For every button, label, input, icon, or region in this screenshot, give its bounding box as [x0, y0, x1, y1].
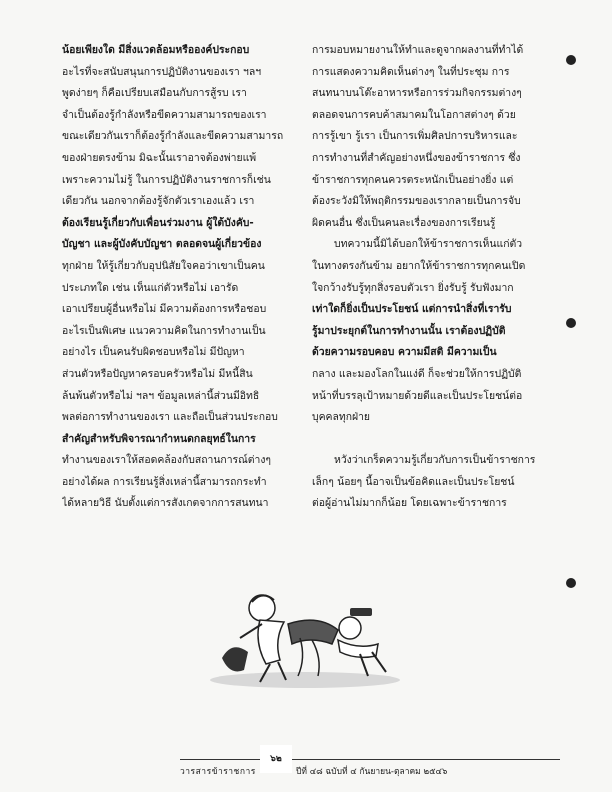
text-line: ต่อผู้อ่านไม่มากก็น้อย โดยเฉพาะข้าราชการ	[312, 497, 507, 510]
text-line: ส่วนตัวหรือปัญหาครอบครัวหรือไม่ มีหนี้สิน	[62, 367, 253, 380]
text-line: ต้องเรียนรู้เกี่ยวกับเพื่อนร่วมงาน ผู้ใต้บังคับ-	[62, 216, 254, 229]
page-number-box	[260, 745, 292, 773]
text-line: พลต่อการทำงานของเรา และถือเป็นส่วนประกอบ	[62, 411, 278, 424]
text-line: ผิดคนอื่น ซึ่งเป็นคนละเรื่องของการเรียนรู้	[312, 216, 496, 229]
text-line: พูดง่ายๆ ก็คือเปรียบเสมือนกับการสู้รบ เรา	[62, 87, 247, 100]
text-line: อย่างได้ผล การเรียนรู้สิ่งเหล่านี้สามารถกระทำ	[62, 475, 267, 488]
text-line: จำเป็นต้องรู้กำลังหรือขีดความสามารถของเรา	[62, 108, 267, 121]
text-line: เพราะความไม่รู้ ในการปฏิบัติงานราชการก็เช่น	[62, 173, 271, 186]
footer-rule	[180, 759, 560, 760]
text-line	[312, 429, 550, 451]
text-line: เดียวกัน นอกจากต้องรู้จักตัวเราเองแล้ว เรา	[62, 195, 255, 208]
text-line: อะไรที่จะสนับสนุนการปฏิบัติงานของเรา ฯลฯ	[62, 65, 262, 78]
text-line: อย่างไร เป็นคนรับผิดชอบหรือไม่ มีปัญหา	[62, 346, 245, 359]
text-line: เล็กๆ น้อยๆ นี้อาจเป็นข้อคิดและเป็นประโยชน์	[312, 475, 515, 488]
text-line: ของฝ่ายตรงข้าม มิฉะนั้นเราอาจต้องพ่ายแพ้	[62, 151, 257, 164]
text-line: บทความนี้มิได้บอกให้ข้าราชการเห็นแก่ตัว	[334, 238, 523, 251]
text-line: น้อยเพียงใด มีสิ่งแวดล้อมหรือองค์ประกอบ	[62, 44, 250, 56]
page-number: ๖๒	[270, 754, 282, 764]
text-line: ทำงานของเราให้สอดคล้องกับสถานการณ์ต่างๆ	[62, 454, 272, 467]
text-line: ต้องระวังมิให้พฤติกรรมของเรากลายเป็นการจับ	[312, 195, 521, 208]
text-line: การมอบหมายงานให้ทำและดูจากผลงานที่ทำได้	[312, 44, 524, 56]
text-line: การทำงานที่สำคัญอย่างหนึ่งของข้าราชการ ซึ่ง	[312, 151, 521, 164]
text-line: ตลอดจนการคบค้าสมาคมในโอกาสต่างๆ ด้วย	[312, 108, 516, 121]
text-line: ด้วยความรอบคอบ ความมีสติ มีความเป็น	[312, 346, 497, 359]
cartoon-illustration-icon	[200, 580, 410, 690]
text-line: เอาเปรียบผู้อื่นหรือไม่ มีความต้องการหรือชอบ	[62, 303, 267, 316]
text-line: บัญชา และผู้บังคับบัญชา ตลอดจนผู้เกี่ยวข้อง	[62, 238, 262, 251]
text-line: สนทนาบนโต๊ะอาหารหรือการร่วมกิจกรรมต่างๆ	[312, 87, 522, 100]
text-line: เท่าใดก็ยิ่งเป็นประโยชน์ แต่การนำสิ่งที่เรารับ	[312, 303, 512, 316]
text-line: ในทางตรงกันข้าม อยากให้ข้าราชการทุกคนเปิด	[312, 259, 526, 272]
text-line: การรู้เขา รู้เรา เป็นการเพิ่มศิลปการบริหารและ	[312, 130, 518, 143]
punch-hole-icon	[566, 55, 576, 65]
text-line: การแสดงความคิดเห็นต่างๆ ในที่ประชุม การ	[312, 65, 510, 78]
issue-info: ปีที่ ๔๘ ฉบับที่ ๔ กันยายน-ตุลาคม ๒๕๔๖	[296, 767, 448, 777]
left-text-column	[62, 40, 300, 515]
text-line: ข้าราชการทุกคนควรตระหนักเป็นอย่างยิ่ง แต่	[312, 173, 514, 186]
punch-hole-icon	[566, 318, 576, 328]
text-line: ทุกฝ่าย ให้รู้เกี่ยวกับอุปนิสัยใจคอว่าเขาเป็นคน	[62, 259, 265, 272]
magazine-name: วารสารข้าราชการ	[180, 767, 256, 777]
text-line: หน้าที่บรรลุเป้าหมายด้วยดีและเป็นประโยชน์ต่อ	[312, 389, 523, 402]
text-line: ล้นพ้นตัวหรือไม่ ฯลฯ ข้อมูลเหล่านี้ส่วนมีอิทธิ	[62, 389, 260, 402]
text-line: ใจกว้างรับรู้ทุกสิ่งรอบตัวเรา ยิ่งรับรู้ รับฟังมาก	[312, 281, 514, 294]
text-line: กลาง และมองโลกในแง่ดี ก็จะช่วยให้การปฏิบัติ	[312, 367, 522, 380]
text-line: หวังว่าเกร็ดความรู้เกี่ยวกับการเป็นข้าราชการ	[334, 454, 536, 467]
text-line: ได้หลายวิธี นับตั้งแต่การสังเกตจากการสนทนา	[62, 497, 269, 510]
punch-hole-icon	[566, 578, 576, 588]
text-line: สำคัญสำหรับพิจารณากำหนดกลยุทธ์ในการ	[62, 432, 256, 445]
text-line: อะไรเป็นพิเศษ แนวความคิดในการทำงานเป็น	[62, 324, 266, 337]
text-line: รู้มาประยุกต์ในการทำงานนั้น เราต้องปฏิบัติ	[312, 324, 506, 337]
text-line: บุคคลทุกฝ่าย	[312, 411, 371, 424]
right-text-column	[312, 40, 550, 515]
text-line: ประเภทใด เช่น เห็นแก่ตัวหรือไม่ เอารัด	[62, 281, 239, 294]
text-line: ขณะเดียวกันเราก็ต้องรู้กำลังและขีดความสามารถ	[62, 130, 284, 143]
page-footer	[180, 745, 560, 777]
